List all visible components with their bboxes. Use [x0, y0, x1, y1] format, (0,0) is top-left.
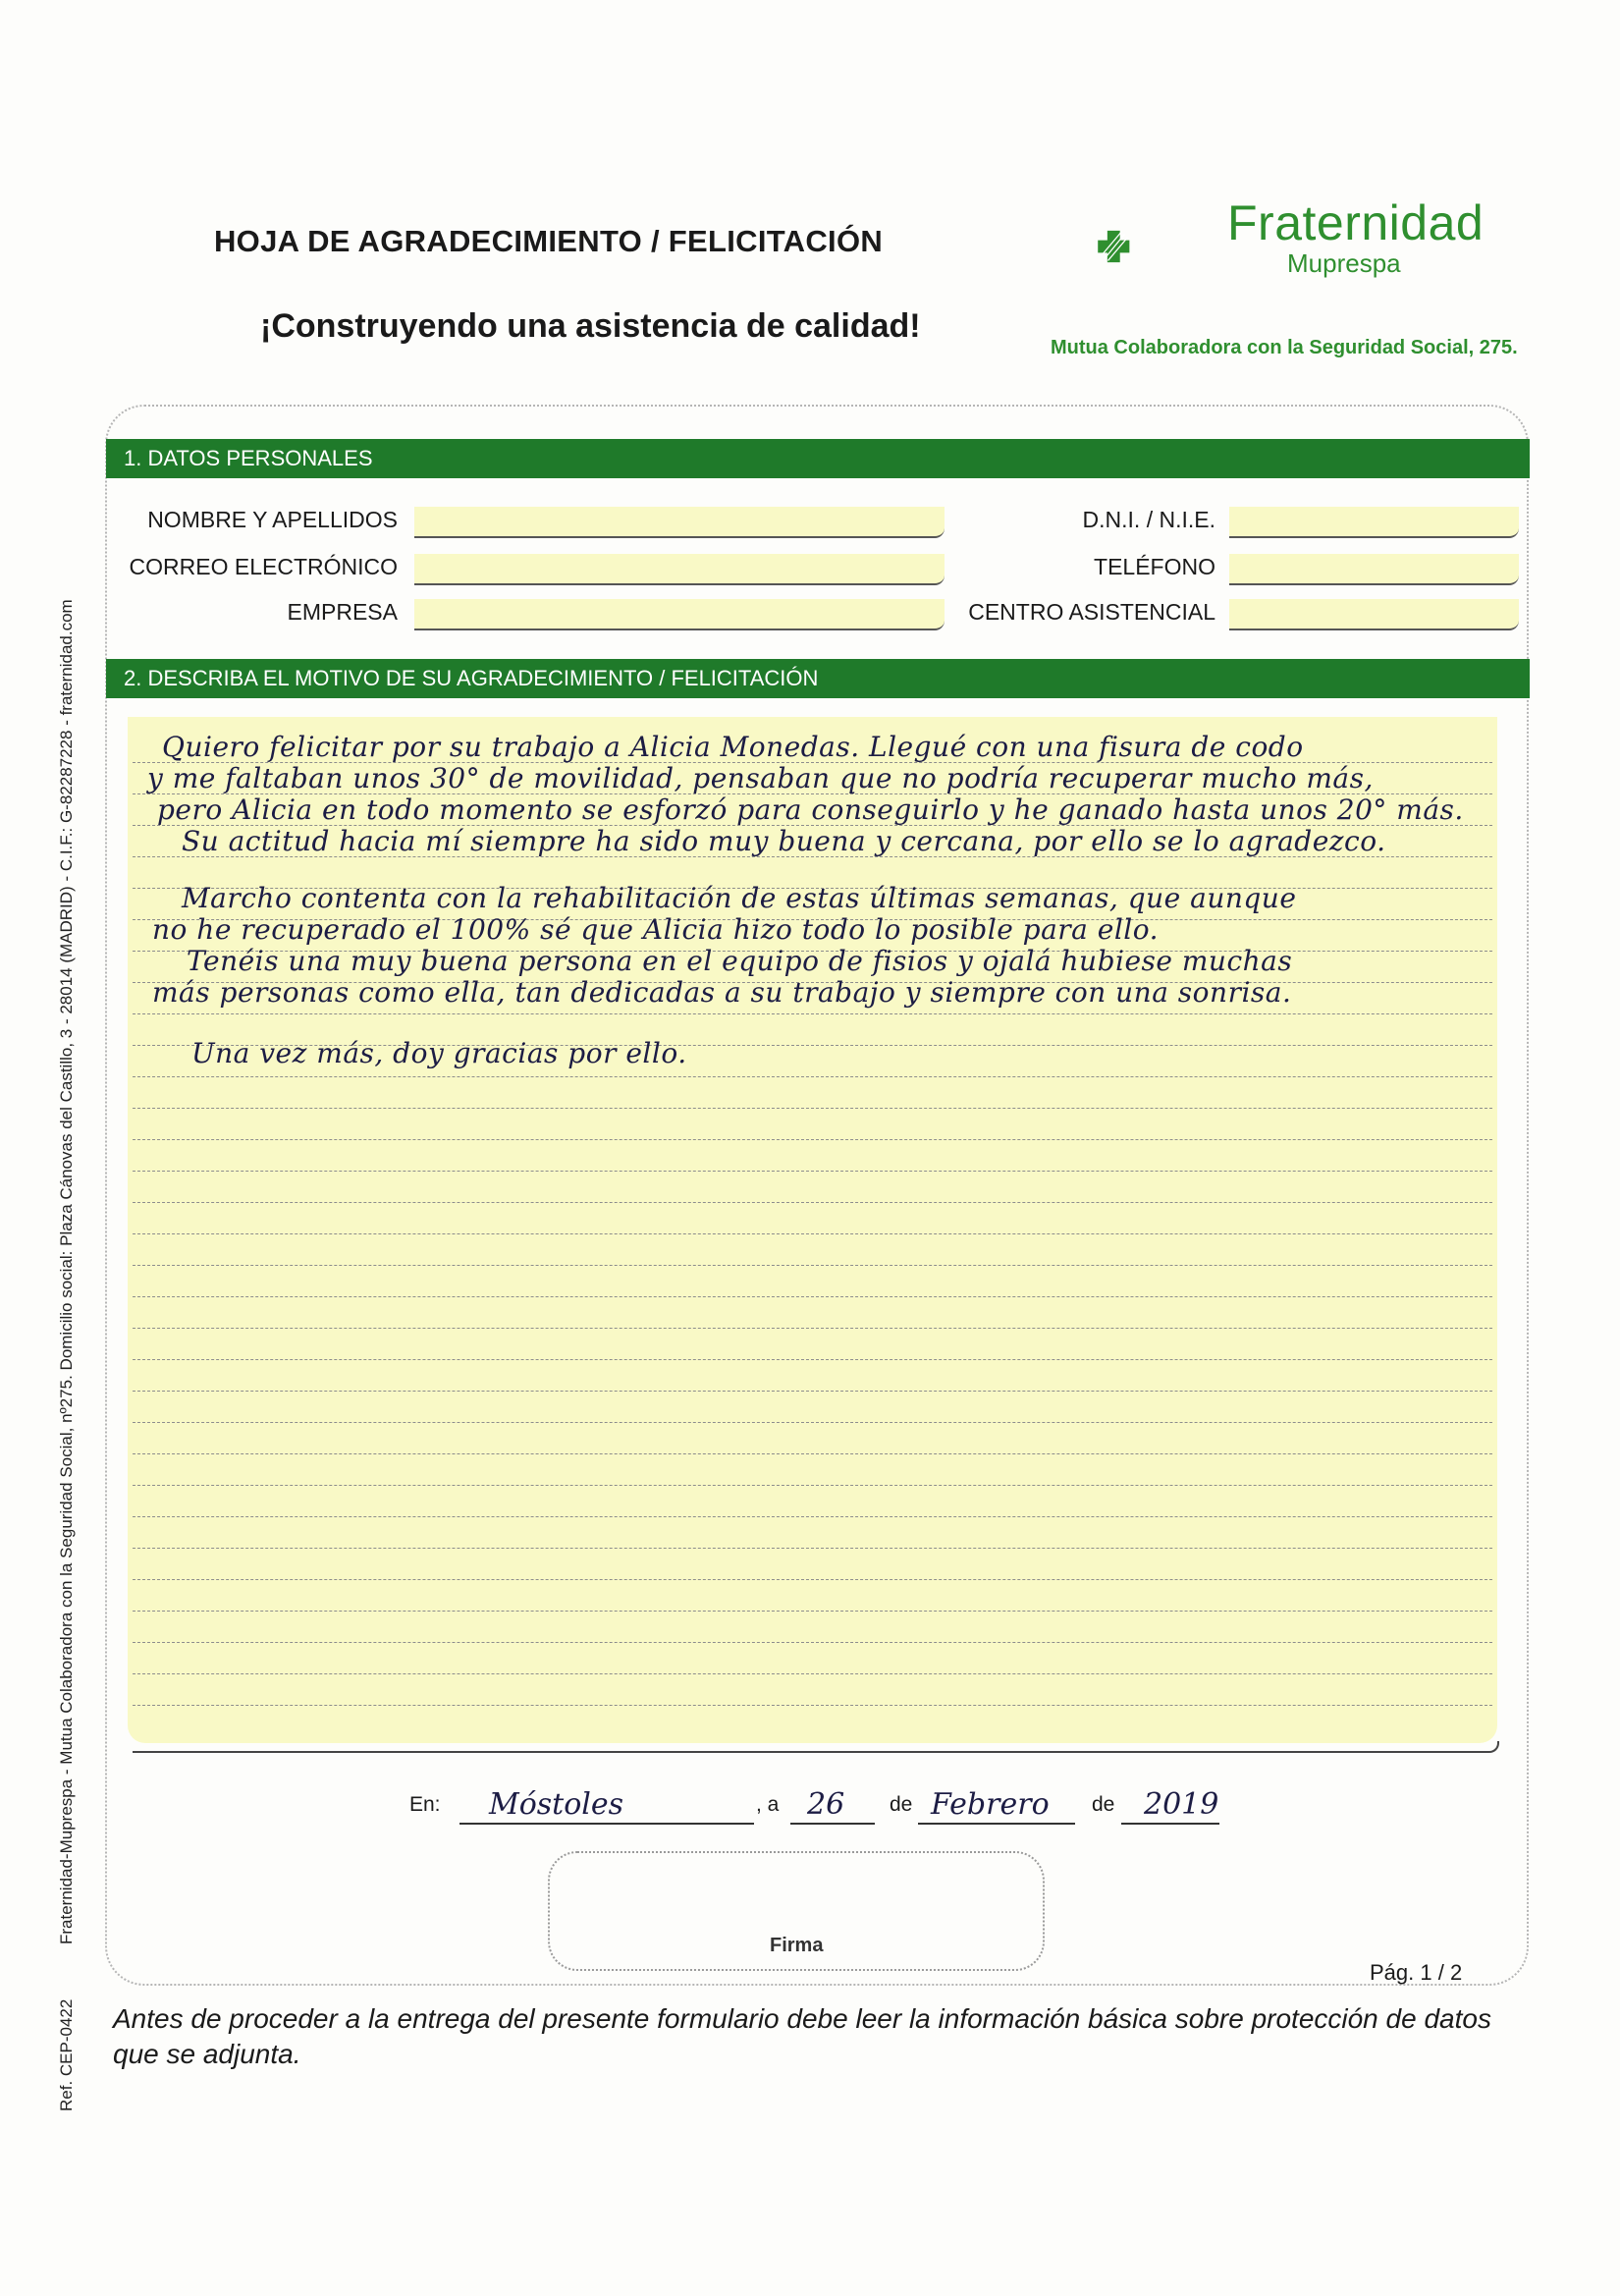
correo-label: CORREO ELECTRÓNICO — [129, 554, 398, 579]
ruled-line — [133, 1108, 1492, 1109]
centro-field[interactable] — [1229, 599, 1519, 630]
document-title: HOJA DE AGRADECIMIENTO / FELICITACIÓN — [214, 224, 884, 258]
message-line: Tenéis una muy buena persona en el equipo de fisios y ojalá hubiese muchas — [187, 945, 1293, 977]
ruled-line — [133, 1422, 1492, 1423]
correo-field[interactable] — [414, 554, 945, 585]
message-line: más personas como ella, tan dedicadas a su trabajo y siempre con una sonrisa. — [152, 976, 1292, 1009]
message-line: Una vez más, doy gracias por ello. — [191, 1037, 687, 1069]
ruled-line — [133, 1673, 1492, 1674]
document-subtitle: ¡Construyendo una asistencia de calidad! — [260, 307, 921, 345]
dni-field[interactable] — [1229, 507, 1519, 538]
message-line: pero Alicia en todo momento se esforzó para conseguirlo y he ganado hasta unos 20° más. — [157, 793, 1464, 826]
ruled-line — [133, 1139, 1492, 1140]
ruled-line — [133, 1265, 1492, 1266]
section-personal-data-header: 1. DATOS PERSONALES — [106, 439, 1530, 478]
logo-name: Fraternidad — [1227, 195, 1485, 250]
ruled-line — [133, 1516, 1492, 1517]
centro-label: CENTRO ASISTENCIAL — [968, 599, 1215, 625]
year-underline — [1121, 1823, 1219, 1825]
page-number: Pág. 1 / 2 — [1370, 1960, 1463, 1985]
year-value[interactable]: 2019 — [1144, 1787, 1219, 1822]
ruled-line — [133, 1296, 1492, 1297]
month-value[interactable]: Febrero — [931, 1787, 1050, 1822]
empresa-field[interactable] — [414, 599, 945, 630]
ruled-line — [133, 1171, 1492, 1172]
logo-sub: Muprespa — [1287, 248, 1401, 278]
telefono-field[interactable] — [1229, 554, 1519, 585]
ruled-line — [133, 1391, 1492, 1392]
reference-code: Ref. CEP-0422 — [57, 1998, 76, 2111]
message-area[interactable] — [128, 717, 1497, 1743]
mutua-line: Mutua Colaboradora con la Seguridad Social, 275. — [1051, 337, 1518, 358]
ruled-line — [133, 1611, 1492, 1612]
en-label: En: — [409, 1793, 441, 1816]
a-label: , a — [756, 1793, 780, 1816]
dni-label: D.N.I. / N.I.E. — [1082, 507, 1215, 532]
side-legal-text: Fraternidad-Muprespa - Mutua Colaboradora con la Seguridad Social, nº275. Domicilio social: Plaza Cánovas del Castillo, 3 - 28014 (MADRID) - C.I.F.: G-82287228 - fraternidad.com — [57, 599, 76, 1944]
ruled-line — [133, 1485, 1492, 1486]
nombre-field[interactable] — [414, 507, 945, 538]
data-protection-notice: Antes de proceder a la entrega del presente formulario debe leer la información básica sobre protección de datos que se adjunta. — [113, 2003, 1491, 2069]
ruled-line — [133, 1705, 1492, 1706]
section-reason-header: 2. DESCRIBA EL MOTIVO DE SU AGRADECIMIENTO / FELICITACIÓN — [106, 659, 1530, 698]
signature-label: Firma — [770, 1935, 824, 1956]
day-underline — [790, 1823, 875, 1825]
month-underline — [918, 1823, 1075, 1825]
message-line: no he recuperado el 100% sé que Alicia hizo todo lo posible para ello. — [152, 913, 1160, 946]
ruled-line — [133, 1202, 1492, 1203]
nombre-label: NOMBRE Y APELLIDOS — [147, 507, 398, 532]
message-line: Su actitud hacia mí siempre ha sido muy buena y cercana, por ello se lo agradezco. — [182, 825, 1386, 857]
message-line: Marcho contenta con la rehabilitación de estas últimas semanas, que aunque — [182, 882, 1297, 914]
ruled-line — [133, 1328, 1492, 1329]
ruled-line — [133, 1642, 1492, 1643]
ruled-line — [133, 1013, 1492, 1014]
place-value[interactable]: Móstoles — [489, 1787, 624, 1822]
ruled-line — [133, 1453, 1492, 1454]
ruled-line — [133, 1233, 1492, 1234]
message-bottom-border — [133, 1741, 1499, 1753]
de-label-1: de — [890, 1793, 913, 1816]
place-underline — [459, 1823, 754, 1825]
message-line: Quiero felicitar por su trabajo a Alicia Monedas. Llegué con una fisura de codo — [162, 731, 1304, 763]
telefono-label: TELÉFONO — [1094, 554, 1215, 579]
ruled-line — [133, 1076, 1492, 1077]
ruled-line — [133, 1579, 1492, 1580]
ruled-line — [133, 1359, 1492, 1360]
ruled-line — [133, 1548, 1492, 1549]
message-line: y me faltaban unos 30° de movilidad, pensaban que no podría recuperar mucho más, — [147, 762, 1374, 794]
empresa-label: EMPRESA — [287, 599, 398, 625]
de-label-2: de — [1092, 1793, 1115, 1816]
fraternidad-logo-icon — [1095, 192, 1227, 301]
day-value[interactable]: 26 — [807, 1787, 845, 1822]
